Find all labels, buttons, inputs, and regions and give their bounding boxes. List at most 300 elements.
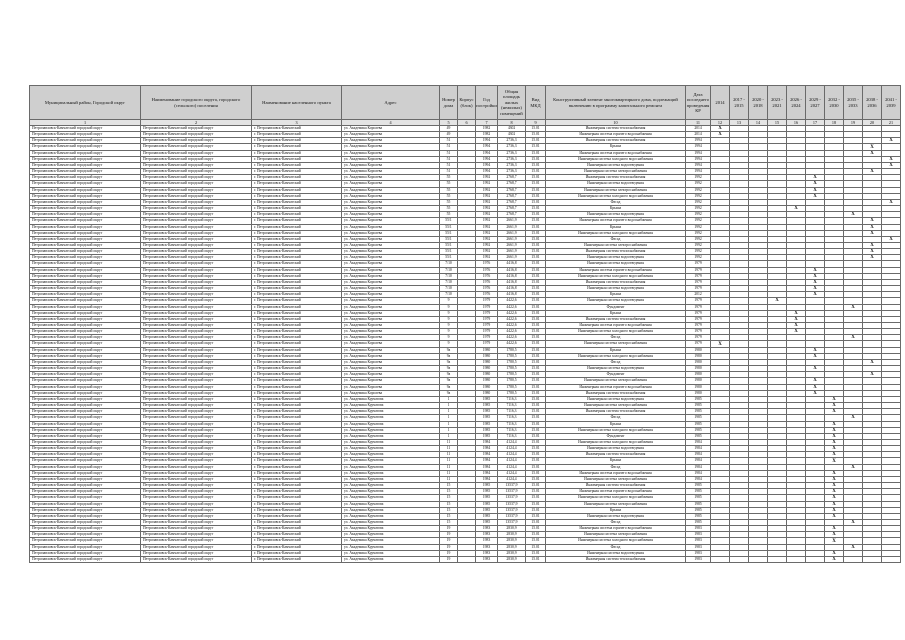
cell-last-repair-date: 1985: [686, 415, 711, 421]
cell-building-type: 15.01: [526, 532, 546, 538]
cell-building-type: 15.01: [526, 507, 546, 513]
cell-district: Петропавловск-Камчатский городской округ: [30, 452, 141, 458]
cell-house-number: 19: [440, 526, 458, 532]
cell-house-number: 15: [440, 495, 458, 501]
cell-year-built: 1992: [476, 199, 498, 205]
cell-house-number: 1: [440, 409, 458, 415]
cell-year-built: 1984: [476, 470, 498, 476]
cell-house-number: 19: [440, 538, 458, 544]
cell-area: 1780,5: [498, 353, 526, 359]
cell-locality: г. Петропавловск-Камчатский: [252, 273, 342, 279]
cell-locality: г. Петропавловск-Камчатский: [252, 267, 342, 273]
cell-building-type: 15.01: [526, 458, 546, 464]
cell-district: Петропавловск-Камчатский городской округ: [30, 323, 141, 329]
cell-area: 2661,9: [498, 230, 526, 236]
cell-settlement: Петропавловск-Камчатский городской округ: [141, 495, 252, 501]
cell-building-type: 15.01: [526, 347, 546, 353]
cell-period-mark: [882, 556, 901, 562]
cell-house-number: 7/10: [440, 279, 458, 285]
cell-address: ул. Академика Королева: [342, 199, 440, 205]
cell-building-type: 15.01: [526, 396, 546, 402]
cell-address: ул. Академика Курчатова: [342, 415, 440, 421]
cell-building-type: 15.01: [526, 187, 546, 193]
cell-locality: г. Петропавловск-Камчатский: [252, 359, 342, 365]
cell-area: 4422,6: [498, 323, 526, 329]
cell-area: 2768,7: [498, 187, 526, 193]
cell-locality: г. Петропавловск-Камчатский: [252, 298, 342, 304]
cell-district: Петропавловск-Камчатский городской округ: [30, 292, 141, 298]
cell-locality: г. Петропавловск-Камчатский: [252, 421, 342, 427]
column-index: 15: [768, 120, 787, 126]
cell-year-built: 1976: [476, 279, 498, 285]
column-header: Номер дома: [440, 86, 458, 120]
column-header: Наименование населенного пункта: [252, 86, 342, 120]
cell-house-number: 11: [440, 464, 458, 470]
cell-area: 7116,3: [498, 433, 526, 439]
cell-period-mark: Х: [825, 483, 844, 489]
cell-settlement: Петропавловск-Камчатский городской округ: [141, 439, 252, 445]
cell-structural-element: Инженерная система горячего водоснабжения: [546, 267, 686, 273]
cell-address: ул. Академика Курчатова: [342, 495, 440, 501]
cell-address: ул. Академика Королева: [342, 169, 440, 175]
cell-address: ул. Академика Курчатова: [342, 458, 440, 464]
cell-period-mark: Х: [825, 501, 844, 507]
cell-year-built: 1979: [476, 329, 498, 335]
cell-area: 2830,9: [498, 556, 526, 562]
cell-house-number: 9а: [440, 353, 458, 359]
cell-settlement: Петропавловск-Камчатский городской округ: [141, 427, 252, 433]
cell-house-number: 51: [440, 162, 458, 168]
cell-period-mark: Х: [882, 156, 901, 162]
cell-year-built: 1980: [476, 372, 498, 378]
cell-area: 4302: [498, 126, 526, 132]
cell-structural-element: Инженерная система холодного водоснабжения: [546, 427, 686, 433]
cell-building-type: 15.01: [526, 323, 546, 329]
column-index: 19: [844, 120, 863, 126]
cell-locality: г. Петропавловск-Камчатский: [252, 458, 342, 464]
cell-district: Петропавловск-Камчатский городской округ: [30, 175, 141, 181]
cell-last-repair-date: 1979: [686, 261, 711, 267]
cell-area: 4416,8: [498, 279, 526, 285]
cell-year-built: 1985: [476, 433, 498, 439]
cell-settlement: Петропавловск-Камчатский городской округ: [141, 156, 252, 162]
cell-structural-element: Инженерная система электроснабжения: [546, 403, 686, 409]
cell-year-built: 1985: [476, 483, 498, 489]
cell-district: Петропавловск-Камчатский городской округ: [30, 353, 141, 359]
cell-building-type: 15.01: [526, 464, 546, 470]
cell-year-built: 1976: [476, 267, 498, 273]
cell-locality: г. Петропавловск-Камчатский: [252, 556, 342, 562]
cell-last-repair-date: 1992: [686, 255, 711, 261]
cell-area: 2736,3: [498, 169, 526, 175]
cell-period-mark: Х: [787, 323, 806, 329]
cell-locality: г. Петропавловск-Камчатский: [252, 544, 342, 550]
cell-building-type: 15.01: [526, 298, 546, 304]
cell-house-number: 9а: [440, 372, 458, 378]
cell-structural-element: Инженерная система горячего водоснабжения: [546, 150, 686, 156]
cell-structural-element: Инженерная система холодного водоснабжения: [546, 538, 686, 544]
cell-district: Петропавловск-Камчатский городской округ: [30, 446, 141, 452]
cell-period-mark: [730, 556, 749, 562]
cell-building-type: 15.01: [526, 169, 546, 175]
column-index: 9: [526, 120, 546, 126]
cell-last-repair-date: 1992: [686, 236, 711, 242]
column-header: Корпус (блок): [458, 86, 476, 120]
cell-structural-element: Инженерная система теплоснабжения: [546, 175, 686, 181]
cell-address: ул. Академика Курчатова: [342, 550, 440, 556]
cell-locality: г. Петропавловск-Камчатский: [252, 292, 342, 298]
cell-year-built: 1984: [476, 476, 498, 482]
cell-district: Петропавловск-Камчатский городской округ: [30, 396, 141, 402]
cell-district: Петропавловск-Камчатский городской округ: [30, 507, 141, 513]
cell-district: Петропавловск-Камчатский городской округ: [30, 255, 141, 261]
cell-house-number: 51: [440, 169, 458, 175]
cell-area: 13537,9: [498, 489, 526, 495]
cell-period-mark: Х: [844, 212, 863, 218]
cell-area: 1780,5: [498, 390, 526, 396]
cell-house-number: 9а: [440, 384, 458, 390]
cell-building-type: 15.01: [526, 341, 546, 347]
cell-house-number: 55: [440, 181, 458, 187]
cell-year-built: 1984: [476, 439, 498, 445]
cell-area: 2830,9: [498, 532, 526, 538]
cell-last-repair-date: 1994: [686, 156, 711, 162]
cell-last-repair-date: 1985: [686, 520, 711, 526]
cell-settlement: Петропавловск-Камчатский городской округ: [141, 550, 252, 556]
cell-settlement: Петропавловск-Камчатский городской округ: [141, 372, 252, 378]
cell-address: ул. Академика Королева: [342, 126, 440, 132]
cell-address: ул. Академика Королева: [342, 230, 440, 236]
column-header: Конструктивный элемент многоквартирного дома, подлежащий включению в программу капитального ремонта: [546, 86, 686, 120]
cell-last-repair-date: 1992: [686, 199, 711, 205]
cell-period-mark: Х: [825, 532, 844, 538]
cell-area: 4124,4: [498, 446, 526, 452]
cell-house-number: 1: [440, 403, 458, 409]
cell-structural-element: Фундамент: [546, 433, 686, 439]
cell-structural-element: Крыша: [546, 206, 686, 212]
cell-settlement: Петропавловск-Камчатский городской округ: [141, 298, 252, 304]
cell-last-repair-date: 1984: [686, 458, 711, 464]
cell-building-type: 15.01: [526, 366, 546, 372]
cell-building-type: 15.01: [526, 378, 546, 384]
cell-last-repair-date: 1980: [686, 384, 711, 390]
cell-building-type: 15.01: [526, 206, 546, 212]
column-header: Адрес: [342, 86, 440, 120]
cell-building-type: 15.01: [526, 421, 546, 427]
cell-locality: г. Петропавловск-Камчатский: [252, 329, 342, 335]
cell-period-mark: Х: [711, 126, 730, 132]
column-header: Наименование городского округа, городского (сельского) поселения: [141, 86, 252, 120]
cell-last-repair-date: 1992: [686, 193, 711, 199]
cell-area: 13537,9: [498, 501, 526, 507]
cell-house-number: 9: [440, 316, 458, 322]
cell-structural-element: Инженерная система теплоснабжения: [546, 556, 686, 562]
cell-period-mark: Х: [806, 384, 825, 390]
cell-settlement: Петропавловск-Камчатский городской округ: [141, 132, 252, 138]
cell-settlement: Петропавловск-Камчатский городской округ: [141, 501, 252, 507]
cell-district: Петропавловск-Камчатский городской округ: [30, 501, 141, 507]
cell-area: 13537,9: [498, 520, 526, 526]
cell-area: 4416,8: [498, 267, 526, 273]
cell-building-type: 15.01: [526, 224, 546, 230]
cell-district: Петропавловск-Камчатский городской округ: [30, 212, 141, 218]
cell-period-mark: Х: [882, 199, 901, 205]
cell-locality: г. Петропавловск-Камчатский: [252, 279, 342, 285]
cell-last-repair-date: 1992: [686, 224, 711, 230]
cell-house-number: 9а: [440, 378, 458, 384]
cell-structural-element: Фасад: [546, 335, 686, 341]
cell-settlement: Петропавловск-Камчатский городской округ: [141, 224, 252, 230]
cell-structural-element: Крыша: [546, 144, 686, 150]
cell-settlement: Петропавловск-Камчатский городской округ: [141, 242, 252, 248]
cell-address: ул. Академика Королева: [342, 150, 440, 156]
cell-year-built: 1976: [476, 286, 498, 292]
cell-district: Петропавловск-Камчатский городской округ: [30, 526, 141, 532]
cell-house-number: 49: [440, 132, 458, 138]
column-index: 16: [787, 120, 806, 126]
cell-last-repair-date: 1980: [686, 366, 711, 372]
cell-last-repair-date: 1985: [686, 433, 711, 439]
cell-area: 4124,4: [498, 439, 526, 445]
cell-year-built: 1992: [476, 193, 498, 199]
cell-settlement: Петропавловск-Камчатский городской округ: [141, 138, 252, 144]
cell-settlement: Петропавловск-Камчатский городской округ: [141, 556, 252, 562]
cell-house-number: 15: [440, 501, 458, 507]
cell-locality: г. Петропавловск-Камчатский: [252, 550, 342, 556]
cell-district: Петропавловск-Камчатский городской округ: [30, 489, 141, 495]
cell-area: 7116,3: [498, 409, 526, 415]
cell-area: 1780,5: [498, 372, 526, 378]
cell-structural-element: Инженерная система горячего водоснабжения: [546, 526, 686, 532]
cell-district: Петропавловск-Камчатский городской округ: [30, 261, 141, 267]
cell-house-number: 7/10: [440, 267, 458, 273]
cell-house-number: 55/1: [440, 249, 458, 255]
cell-district: Петропавловск-Камчатский городской округ: [30, 236, 141, 242]
cell-house-number: 9: [440, 329, 458, 335]
cell-district: Петропавловск-Камчатский городской округ: [30, 359, 141, 365]
cell-settlement: Петропавловск-Камчатский городской округ: [141, 236, 252, 242]
cell-building-type: 15.01: [526, 199, 546, 205]
cell-house-number: 15: [440, 507, 458, 513]
cell-locality: г. Петропавловск-Камчатский: [252, 187, 342, 193]
cell-year-built: 1985: [476, 507, 498, 513]
cell-period-mark: [768, 556, 787, 562]
cell-period-mark: [787, 556, 806, 562]
cell-last-repair-date: 1994: [686, 138, 711, 144]
cell-period-mark: Х: [825, 433, 844, 439]
cell-structural-element: Крыша: [546, 507, 686, 513]
cell-address: ул. Академика Курчатова: [342, 501, 440, 507]
cell-area: 4124,4: [498, 470, 526, 476]
cell-address: ул. Академика Курчатова: [342, 470, 440, 476]
cell-building-type: 15.01: [526, 156, 546, 162]
cell-area: 1780,5: [498, 378, 526, 384]
cell-period-mark: Х: [825, 526, 844, 532]
cell-structural-element: Крыша: [546, 421, 686, 427]
cell-year-built: 1979: [476, 335, 498, 341]
cell-period-mark: Х: [863, 150, 882, 156]
cell-locality: г. Петропавловск-Камчатский: [252, 532, 342, 538]
cell-address: ул. Академика Королева: [342, 144, 440, 150]
column-header: 2035 - 2033: [844, 86, 863, 120]
cell-year-built: 1979: [476, 341, 498, 347]
cell-period-mark: Х: [863, 224, 882, 230]
cell-structural-element: Инженерная система электроснабжения: [546, 341, 686, 347]
cell-house-number: 9: [440, 310, 458, 316]
cell-locality: г. Петропавловск-Камчатский: [252, 372, 342, 378]
cell-locality: г. Петропавловск-Камчатский: [252, 384, 342, 390]
cell-area: 4124,4: [498, 458, 526, 464]
cell-last-repair-date: 1983: [686, 526, 711, 532]
cell-building-type: 15.01: [526, 452, 546, 458]
cell-year-built: 1992: [476, 236, 498, 242]
cell-district: Петропавловск-Камчатский городской округ: [30, 144, 141, 150]
cell-settlement: Петропавловск-Камчатский городской округ: [141, 175, 252, 181]
cell-locality: г. Петропавловск-Камчатский: [252, 501, 342, 507]
cell-district: Петропавловск-Камчатский городской округ: [30, 476, 141, 482]
cell-period-mark: Х: [863, 144, 882, 150]
cell-address: ул. Академика Королева: [342, 218, 440, 224]
cell-house-number: 7/10: [440, 273, 458, 279]
cell-locality: г. Петропавловск-Камчатский: [252, 341, 342, 347]
cell-locality: г. Петропавловск-Камчатский: [252, 193, 342, 199]
cell-period-mark: Х: [825, 476, 844, 482]
cell-building-type: 15.01: [526, 513, 546, 519]
cell-last-repair-date: 1984: [686, 464, 711, 470]
cell-structural-element: Инженерная система теплоснабжения: [546, 249, 686, 255]
cell-area: 4422,6: [498, 335, 526, 341]
cell-year-built: 1980: [476, 390, 498, 396]
cell-year-built: 1992: [476, 212, 498, 218]
cell-structural-element: Инженерная система холодного водоснабжения: [546, 329, 686, 335]
cell-house-number: 9а: [440, 366, 458, 372]
cell-year-built: 1985: [476, 421, 498, 427]
cell-building-type: 15.01: [526, 538, 546, 544]
cell-structural-element: Инженерная система холодного водоснабжения: [546, 156, 686, 162]
cell-building-type: 15.01: [526, 286, 546, 292]
cell-structural-element: Инженерная система теплоснабжения: [546, 126, 686, 132]
cell-last-repair-date: 1992: [686, 218, 711, 224]
cell-house-number: 15: [440, 513, 458, 519]
cell-area: 2768,7: [498, 206, 526, 212]
cell-period-mark: Х: [806, 187, 825, 193]
cell-locality: г. Петропавловск-Камчатский: [252, 366, 342, 372]
cell-period-mark: Х: [825, 470, 844, 476]
cell-period-mark: Х: [863, 372, 882, 378]
cell-house-number: 11: [440, 439, 458, 445]
cell-last-repair-date: 1992: [686, 242, 711, 248]
cell-area: 2736,3: [498, 144, 526, 150]
cell-area: 4422,6: [498, 298, 526, 304]
cell-settlement: Петропавловск-Камчатский городской округ: [141, 464, 252, 470]
cell-house-number: 55: [440, 206, 458, 212]
cell-last-repair-date: 1983: [686, 532, 711, 538]
cell-building-type: 15.01: [526, 242, 546, 248]
cell-last-repair-date: 1979: [686, 298, 711, 304]
cell-building-type: 15.01: [526, 372, 546, 378]
column-header: 2041 - 2039: [882, 86, 901, 120]
cell-structural-element: Инженерная система электроснабжения: [546, 378, 686, 384]
column-index: 21: [882, 120, 901, 126]
cell-house-number: 1: [440, 415, 458, 421]
cell-structural-element: Фасад: [546, 520, 686, 526]
cell-locality: г. Петропавловск-Камчатский: [252, 513, 342, 519]
cell-address: ул. Академика Королева: [342, 310, 440, 316]
cell-settlement: Петропавловск-Камчатский городской округ: [141, 507, 252, 513]
cell-settlement: Петропавловск-Камчатский городской округ: [141, 329, 252, 335]
cell-structural-element: Фасад: [546, 236, 686, 242]
cell-house-number: 1: [440, 433, 458, 439]
cell-period-mark: Х: [806, 279, 825, 285]
cell-address: ул. Академика Курчатова: [342, 526, 440, 532]
cell-period-mark: Х: [825, 507, 844, 513]
cell-building-type: 15.01: [526, 439, 546, 445]
cell-settlement: Петропавловск-Камчатский городской округ: [141, 199, 252, 205]
cell-structural-element: Инженерная система водоотведения: [546, 396, 686, 402]
cell-structural-element: Инженерная система водоотведения: [546, 366, 686, 372]
cell-area: 4416,8: [498, 286, 526, 292]
cell-last-repair-date: 1983: [686, 556, 711, 562]
cell-last-repair-date: 1994: [686, 169, 711, 175]
cell-area: 4124,4: [498, 464, 526, 470]
cell-house-number: 55/1: [440, 242, 458, 248]
column-index: 12: [711, 120, 730, 126]
cell-structural-element: Инженерная система водоотведения: [546, 212, 686, 218]
cell-address: ул. Академика Курчатова: [342, 532, 440, 538]
cell-period-mark: Х: [863, 359, 882, 365]
cell-house-number: 9: [440, 323, 458, 329]
cell-address: ул. Академика Курчатова: [342, 439, 440, 445]
cell-period-mark: Х: [787, 329, 806, 335]
cell-period-mark: Х: [825, 452, 844, 458]
cell-house-number: 11: [440, 470, 458, 476]
cell-settlement: Петропавловск-Камчатский городской округ: [141, 126, 252, 132]
cell-area: 7116,3: [498, 396, 526, 402]
cell-period-mark: Х: [787, 206, 806, 212]
cell-structural-element: Инженерная система горячего водоснабжения: [546, 132, 686, 138]
cell-building-type: 15.01: [526, 236, 546, 242]
column-index: 7: [476, 120, 498, 126]
column-index: 10: [546, 120, 686, 126]
cell-house-number: 9: [440, 298, 458, 304]
cell-house-number: 55/1: [440, 224, 458, 230]
cell-address: ул. Академика Курчатова: [342, 520, 440, 526]
cell-area: 4416,8: [498, 273, 526, 279]
cell-structural-element: Инженерная система электроснабжения: [546, 501, 686, 507]
cell-building-type: 15.01: [526, 175, 546, 181]
cell-settlement: Петропавловск-Камчатский городской округ: [141, 187, 252, 193]
cell-locality: г. Петропавловск-Камчатский: [252, 126, 342, 132]
cell-building: [458, 556, 476, 562]
column-index: 13: [730, 120, 749, 126]
cell-structural-element: Инженерная система водоотведения: [546, 513, 686, 519]
cell-district: Петропавловск-Камчатский городской округ: [30, 187, 141, 193]
cell-year-built: 1976: [476, 292, 498, 298]
cell-address: ул. Академика Курчатова: [342, 476, 440, 482]
cell-house-number: 55/1: [440, 236, 458, 242]
cell-house-number: 1: [440, 421, 458, 427]
cell-locality: г. Петропавловск-Камчатский: [252, 538, 342, 544]
cell-period-mark: Х: [863, 218, 882, 224]
cell-structural-element: Инженерная система горячего водоснабжения: [546, 384, 686, 390]
cell-year-built: 1985: [476, 396, 498, 402]
cell-settlement: Петропавловск-Камчатский городской округ: [141, 169, 252, 175]
cell-area: 4416,8: [498, 292, 526, 298]
cell-address: ул. Академика Королева: [342, 255, 440, 261]
cell-structural-element: Инженерная система водоотведения: [546, 446, 686, 452]
cell-locality: г. Петропавловск-Камчатский: [252, 439, 342, 445]
cell-settlement: Петропавловск-Камчатский городской округ: [141, 335, 252, 341]
